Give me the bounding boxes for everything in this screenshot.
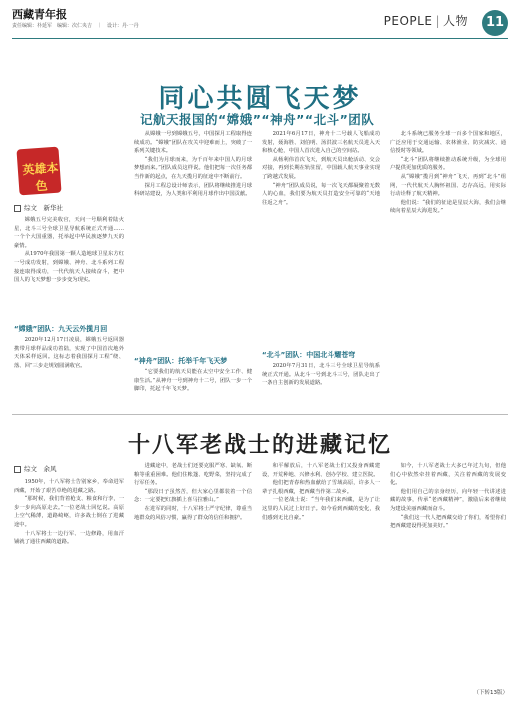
paragraph: “它要我们的航天员能在太空中安全工作、健康生活。”从神舟一号到神舟十二号，团队一步一个脚印，托起千年飞天梦。 — [134, 369, 252, 393]
paragraph: 如今，十八军老战士大多已年过九旬，但他们心中依然牵挂着西藏，关注着西藏的发展变化。 — [390, 463, 506, 487]
bottom-byline-text: 综文 余风 — [24, 465, 57, 473]
section-label: PEOPLE | 人物 — [383, 14, 468, 28]
paragraph: 他们说：“我们的征途是星辰大海，我们会继续向着星辰大海进发。” — [390, 199, 506, 215]
subhead-beidou: “北斗”团队：中国北斗耀苍穹 — [262, 351, 356, 359]
paragraph: 2020年7月31日，北斗三号全球卫星导航系统正式开通。从北斗一号到北斗三号，团队走出了一条自主创新的发展道路。 — [262, 363, 380, 387]
paragraph: “北斗”团队将继续推动系统升级，为全球用户提供更加优质的服务。 — [390, 156, 506, 172]
bottom-col-1 — [14, 478, 124, 682]
paragraph: 从“嫦娥”揽月到“神舟”飞天，再到“北斗”组网，一代代航天人胸怀祖国、志存高远，用实际行动诠释了航天精神。 — [390, 173, 506, 198]
paragraph: 北斗系统已服务全球一百多个国家和地区，广泛应用于交通运输、农林渔业、防灾减灾、通信授时等领域。 — [390, 131, 506, 155]
top-col-3 — [262, 130, 380, 348]
top-col-2 — [134, 130, 252, 354]
paragraph: 1950年，十八军将士告别家乡，奉命进军西藏，开始了艰苦卓绝的进藏之路。 — [14, 479, 124, 494]
paragraph: “神舟”团队成员说，每一次飞天都凝聚着无数人的心血，我们要为航天员打造安全可靠的“天地往返之舟”。 — [262, 182, 380, 206]
paragraph: “我们这一代人把西藏交给了你们，希望你们把西藏建设得更加美好。” — [390, 514, 506, 530]
header-rule — [12, 38, 508, 39]
top-subheadline: 记航天报国的“嫦娥”“神舟”“北斗”团队 — [140, 112, 375, 127]
subhead-change: “嫦娥”团队：九天云外揽月回 — [14, 325, 108, 333]
top-byline-text: 综文 新华社 — [24, 204, 63, 212]
section-divider — [12, 414, 508, 415]
top-col-1b — [14, 336, 124, 408]
paragraph: 嫦娥五号完美收官，天问一号顺利着陆火星，北斗三号全球卫星导航系统正式开通……一个个大国重器，托举起中华民族逐梦九天的豪情。 — [14, 217, 124, 249]
bottom-byline — [14, 464, 57, 473]
paragraph: “那时候，我们背着枪支、粮食和行李，一步一步向高原走去。”一位老战士回忆说。高原上空气稀薄，道路崎岖，许多战士倒在了进藏途中。 — [14, 496, 124, 528]
section-cn: 人物 — [442, 14, 468, 28]
byline-square-icon — [14, 205, 21, 212]
paragraph: 从嫦娥一号到嫦娥五号，中国探月工程取得连续成功。“嫦娥”团队在攻关中迎难而上，突破了一系列关键技术。 — [134, 131, 252, 155]
paragraph: 他们用自己的亲身经历，向年轻一代讲述进藏的故事，传承“老西藏精神”，激励后来者继续为建设美丽西藏而奋斗。 — [390, 488, 506, 512]
top-col-1 — [14, 216, 124, 322]
paragraph: 一位老战士说：“当年我们来西藏，是为了让这里的人民过上好日子。如今看到西藏的变化，我们感到无比自豪。” — [262, 497, 380, 521]
top-col-2b — [134, 368, 252, 408]
section-en: PEOPLE — [383, 14, 433, 28]
paragraph: 2020年12月17日凌晨，嫦娥五号返回器携带月球样品成功着陆，实现了中国首次地外天体采样返回。这标志着我国探月工程“绕、落、回”三步走规划圆满收官。 — [14, 337, 124, 369]
paragraph: 进藏途中，老战士们还要克服严寒、缺氧、断粮等重重困难。他们住帐篷、吃野菜，坚持完成了行军任务。 — [134, 463, 252, 487]
paragraph: 他们把青春和热血献给了雪域高原，许多人一辈子扎根西藏，把西藏当作第二故乡。 — [262, 480, 380, 495]
top-byline — [14, 203, 63, 212]
paragraph: 在进军的同时，十八军将士严守纪律，尊重当地群众的风俗习惯，赢得了群众的信任和拥护。 — [134, 505, 252, 521]
bottom-col-3 — [262, 462, 380, 682]
subhead-shenzhou: “神舟”团队：托举千年飞天梦 — [134, 357, 228, 365]
bottom-col-2 — [134, 462, 252, 682]
bottom-col-4 — [390, 462, 506, 684]
paragraph: 和平解放后，十八军老战士们又投身西藏建设，开荒种地、兴修水利、创办学校、建立医院。 — [262, 463, 380, 478]
paragraph: “我们为月球而来，为千百年来中国人的月球梦想而来。”团队成员这样说。他们把每一次任务都当作新的起点，在九天揽月的征途中不断前行。 — [134, 156, 252, 180]
top-headline: 同心共圆飞天梦 — [158, 84, 362, 114]
page-number-badge: 11 — [482, 10, 508, 36]
top-col-3b — [262, 362, 380, 408]
bottom-headline: 十八军老战士的进藏记忆 — [127, 432, 392, 458]
paragraph: “那段日子虽然苦，但大家心里都装着一个信念：一定要把红旗插上喜马拉雅山。” — [134, 488, 252, 504]
badge-text: 英雄本色 — [21, 160, 59, 194]
top-col-4 — [390, 130, 506, 408]
paragraph: 从杨利伟首次飞天，到航天员出舱活动、交会对接，再到长期在轨驻留，中国载人航天事业实现了跨越式发展。 — [262, 156, 380, 180]
continued-note: （下转13版） — [473, 690, 508, 696]
paragraph: 十八军将士一边行军、一边修路，用血汗铺就了通往西藏的道路。 — [14, 530, 124, 546]
paragraph: 2021年6月17日，神舟十二号载人飞船成功发射，聂海胜、刘伯明、汤洪波三名航天员进入天和核心舱，中国人首次进入自己的空间站。 — [262, 131, 380, 155]
column-badge — [14, 142, 64, 196]
masthead — [12, 6, 508, 36]
paragraph: 探月工程总设计师表示，团队将继续推进月球科研站建设，为人类和平利用月球作出中国贡献。 — [134, 182, 252, 198]
editor-credits: 责任编辑：朴延军 编辑：次仁央吉 ｜ 设计：丹·一丹 — [12, 23, 139, 29]
newspaper-logo: 西藏青年报 — [12, 8, 67, 21]
paragraph: 从1970年我国第一颗人造地球卫星东方红一号成功发射，到嫦娥、神舟、北斗系列工程接连取得成功，一代代航天人接续奋斗，把中国人的飞天梦想一步步变为现实。 — [14, 251, 124, 284]
byline-square-icon — [14, 466, 21, 473]
